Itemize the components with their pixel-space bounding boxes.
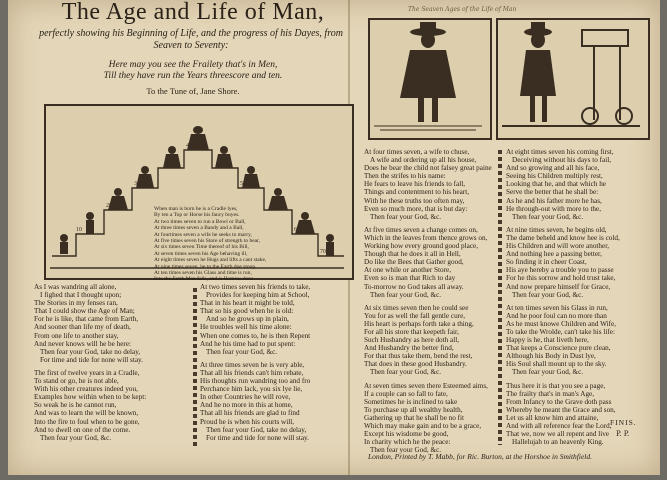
ballad-line: Then fear your God, take no delay, [40,347,141,356]
ballad-line: And he no more in this at home, [200,401,293,410]
woodcut-caption [154,206,314,283]
ballad-line: Even so much more, that is but day: [364,204,468,213]
ballad-line: In charity which he the peace: [364,438,451,447]
running-head: The Seaven Ages of the Life of Man [408,6,517,13]
ballad-line: Then the strifes to his name: [364,172,446,181]
subtitle: perfectly showing his Beginning of Life, and the progress of his Dayes, from Seaven to Seventy: [39,28,343,51]
ballad-line: At eight times seven his coming first, [506,148,614,156]
ballad-line: That keeps a Conscience pure clean, [506,344,611,353]
ballad-line: For he this sorrow and hold trust take, [506,274,616,283]
ballad-line: Then fear your God, &c. [370,290,442,299]
finis-mark: FINIS. [610,418,637,427]
ballad-line: When one comes to, he is then Repent [200,331,311,340]
ballad-line: Then fear your God, &c. [370,446,442,455]
ballad-line: His Soul shall mount up to the sky. [506,360,607,369]
ballad-line: To take the Wrolde, can't take his life: [506,327,615,336]
ballad-line: Working how every ground good place, [364,242,478,251]
ballad-line: Gathering up that he shall be no fit [364,413,465,422]
ballad-line: Serve the better that he shall be: [506,188,599,197]
page-title: The Age and Life of Man, [61,0,325,25]
ballad-line: To stand or go, he is not able, [34,377,119,386]
caption-line: When man is born he is a Cradle lyes, [154,206,238,212]
tune-line: To the Tune of, Jane Shore. [146,86,240,96]
ballad-line: From Infancy to the Grave doth pass [506,397,612,406]
ballad-line: Happy is he, that liveth here, [506,336,589,345]
ballad-line: The frailty that's in man's Age, [506,389,595,398]
ballad-line: Seeing his Children multiply rest, [506,172,603,181]
ballad-line: At one while or another Store, [364,266,452,275]
caption-line: At nine times seven, he to the Earth doe stoop, [154,263,257,270]
ballad-line: And he poor foul can no more than [506,311,607,320]
ballad-column-2 [200,283,346,442]
ballad-line: Then fear your God, &c. [512,290,584,299]
ballad-line: That all his friends are glad to find [200,409,300,418]
ballad-line: You for as well the fall gentle cure, [364,311,466,320]
ballad-line: Then fear your God, &c. [370,368,442,377]
ballad-line: Whereby he meant the Grace and son, [506,405,616,414]
ballad-line: And so growing and all his face, [506,164,600,173]
ballad-line: So finding it in cheer Coast, [506,258,587,267]
ballad-line: That I could show the Age of Man; [34,307,135,316]
ballad-column-4 [506,148,650,446]
man-in-cloak-woodcut [368,18,492,140]
verse-line-2: Till they have run the Years threescore and ten. [103,71,283,81]
ballad-line: His Children and will wore another, [506,242,610,251]
ballad-line: Let us all know him and attaine, [506,413,599,422]
ballad-line: Then fear your God, &c. [512,212,584,221]
ballad-line: That we, now we all repent and live [506,430,609,439]
ballad-line: Proud he is when his courts will, [200,417,295,426]
ballad-line: For all his store that keepeth fair, [364,327,459,336]
ballad-line: And now prepare himself for Grace, [506,282,611,291]
cavalier-figure-illustration [370,20,486,134]
ballad-line: Provides for keeping him at School, [206,291,310,300]
ballad-line: Though that he does it all in Hell, [364,250,461,259]
step-number: 60 [294,227,300,233]
caption-line: At fourtimes seven a wife he seeks to marry, [154,231,252,238]
step-number: 30 [134,181,140,187]
ballad-line: And Husbandry the better find, [364,344,454,353]
ballad-line: With his other creatures indeed you, [34,385,138,394]
step-number: 20 [106,203,112,209]
ballad-line: The dame beheld and know hee is cold, [506,233,620,242]
ballad-line: That all his friends can't him rebate, [200,368,304,377]
ballad-line: Although his Body in Dust lye, [506,352,596,361]
verse-line-1: Here may you see the Frailety that's in Men, [108,60,278,70]
caption-line: By ten a Top or Horse his fancy buyes. [154,212,240,219]
ballad-line: He fears to leave his friends to fall, [364,180,465,189]
ballad-line: Then fear your God, &c. [40,433,112,442]
ballad-line: The first of twelve years in a Cradle, [34,368,140,377]
ballad-line: And he his time had to put spent: [200,339,296,348]
ballad-line: At seven times seven there Esteemed aims, [364,381,488,390]
ballad-line: He through-out with more to the, [506,204,602,213]
ballad-line: Deceiving without his days to fail, [512,156,612,165]
ballad-line: That in his heart it might be told, [200,299,295,308]
caption-line: At five times seven his Store of strength to bear, [154,238,261,245]
ballad-line: So weak he is he cannot run, [34,401,117,410]
caption-line: At six times seven Time thereof of his Bill, [154,244,249,251]
printer-imprint: London, Printed by T. Mabb, for Ric. Burton, at the Horshoe in Smithfield. [368,452,593,461]
caption-line: Into the Earth Man falls, and is Hernow done. [154,276,255,283]
ballad-line: His aye hereby a trouble you to passe [506,266,614,275]
caption-line: At two times seven to run a Bowl or Ball, [154,218,246,225]
ballad-line: As I was wandring all alone, [34,283,117,291]
verse-couplet [48,60,338,82]
ballad-line: Into the fire to foul when to be gone, [34,417,140,426]
ballad-line: I fighed that I thought upon; [40,291,122,300]
broadside-sheet [8,0,660,475]
ballad-line: From one life to another stay, [34,331,119,340]
ballad-line: At four times seven, a wife to chuse, [364,148,470,156]
ballad-line: And was to learn the will be known, [34,409,139,418]
ballad-line: Then fear your God, &c. [370,212,442,221]
ballad-line: To-morrow no God takes all away. [364,282,464,291]
step-number: 50 [240,181,246,187]
ballad-line: For he is like, that came from Earth, [34,315,138,324]
ballad-line: At six times seven then he could see [364,303,469,312]
ballad-line: And so he grows up in plain, [206,315,289,324]
ballad-line: Which in the leaves from thence grows on, [364,233,488,242]
ballad-line: At three times seven he is very able, [200,360,305,369]
ballad-line: Which may make gain and to be a grace, [364,422,482,430]
ballad-line: Except his wisdome be good, [364,430,449,439]
ballad-line: Then fear your God, &c. [206,347,278,356]
ballad-line: At five times seven a change comes on, [364,225,478,234]
ballad-line: Examples how within when to be kept: [34,393,147,402]
column-divider [498,150,502,445]
ballad-line: Then fear your God, &c. [512,368,584,377]
ballad-line: That so his good when he is old: [200,307,294,316]
caption-line: At seven times seven his Age behaving ill, [154,250,248,257]
ballad-line: As he must knowe Children and Wife, [506,319,616,328]
step-number: 10 [76,227,82,233]
step-number: 40 [186,143,192,149]
ballad-line: And with all reference fear the Lord, [506,422,612,430]
ballad-line: Even so is man that Rich to day [364,274,456,283]
ballad-line: Then fear your God, take no delay, [206,425,307,434]
ballad-line: For time and tide for none will stay. [206,433,309,442]
ballad-line: That does in these good Husbandry. [364,360,467,369]
caption-line: At ten times seven his Glass and time is run, [154,270,252,277]
ballad-line: His heart is perhaps forth take a thing, [364,319,474,328]
ballad-line: Perchance him lack, you six lye lie, [200,385,303,394]
ballad-line: And sooner than life my of death, [34,323,131,332]
caption-line: At three times seven a Bandy and a Ball, [154,225,244,232]
ballad-line: Hallelujah to an heavenly King. [512,438,604,447]
ballad-line: His thoughts run wandring too and fro [200,377,311,386]
ballad-line: In other Countries he will rove, [200,393,291,402]
ballad-line: He troubles well his time alone: [200,323,292,332]
ballad-column-1 [34,283,190,442]
ballad-line: And to dwell on one of the come. [34,425,131,434]
ballad-line: And nothing hee a passing better, [506,250,602,259]
ballad-line: At ten times seven his Glass in run, [506,303,608,312]
step-number: 70 [320,249,326,255]
ballad-line: The Stories in my fenses ran, [34,299,118,308]
ballad-line: As he and his father more he has, [506,196,602,205]
ballad-line: Sometimes he is inclined to take [364,397,458,406]
ballad-line: At nine times seven, he begins old, [506,225,607,234]
ballad-line: Does he bear the child not falsey great paine [364,164,492,173]
ballad-line: Do like the Bees that Gather good, [364,258,464,267]
man-with-gallows-woodcut [496,18,650,140]
ballad-line: For time and tide for none will stay. [40,355,143,364]
ballad-line: Things and contentment to his heart, [364,188,469,197]
ballad-line: Thus here it is that you see a page, [506,381,606,390]
caption-line: At eight times seven he Hugs and lifts a cant stake, [154,257,267,264]
author-initials: P. P. [616,430,630,438]
ballad-line: If a couple can so fall to fate, [364,389,448,398]
ballad-line: Such Husbandry as here doth all, [364,336,460,345]
gallows-figure-illustration [498,20,644,134]
ballad-line: Looking that he, and that which he [506,180,607,189]
ballad-line: And never knows will he be here: [34,339,132,348]
column-divider [193,288,197,446]
ballad-column-3 [364,148,496,454]
ballad-line: For that thus take them, bend the rest, [364,352,473,361]
ballad-line: A wife and ordering up all his house, [370,156,477,165]
ballad-line: At two times seven his friends to take, [200,283,311,291]
ballad-line: With he these truths too often may, [364,196,465,205]
ballad-line: To purchase up all wealthy health, [364,405,463,414]
